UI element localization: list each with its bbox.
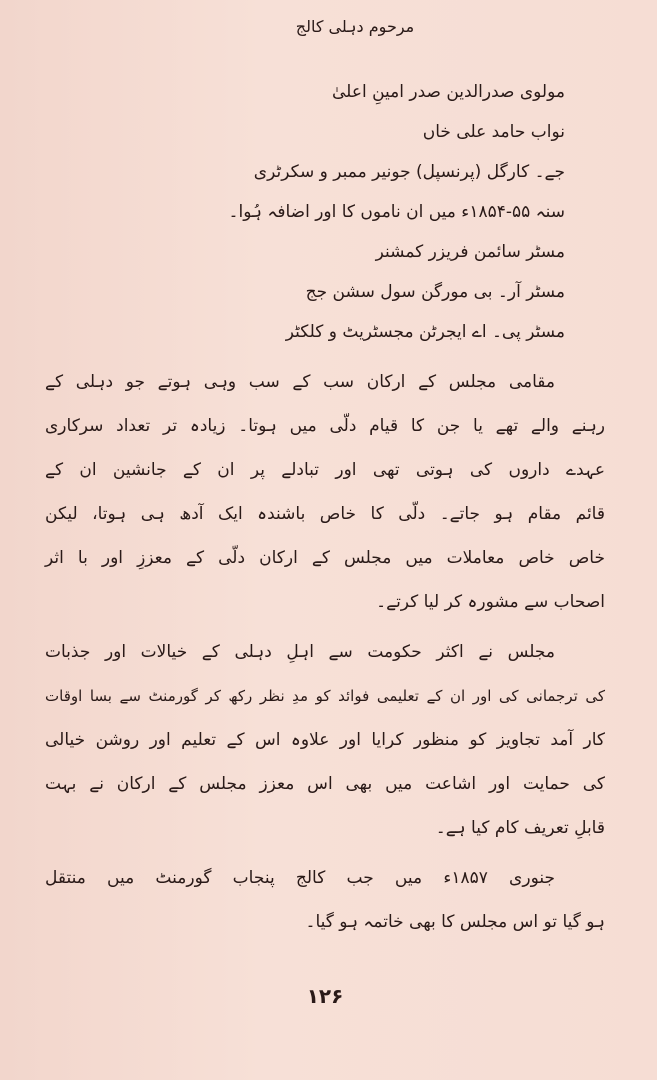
paragraph-line: کی حمایت اور اشاعت میں بھی اس معزز مجلس کے ارکان نے بہت [45,774,605,794]
paragraph-line: خاص خاص معاملات میں مجلس کے ارکان دلّی کے معززِ اور با اثر [45,548,605,568]
paragraph-line: کار آمد تجاویز کو منظور کرایا اور علاوہ اس کے تعلیم اور روشن خیالی [45,730,605,750]
page-number: ۱۲۶ [306,984,344,1008]
paragraph-line: عہدے داروں کی ہوتی تھی اور تبادلے پر ان کے جانشین ان کے [45,460,605,480]
paragraph-line: جنوری ۱۸۵۷ء میں جب کالج پنجاب گورمنٹ میں منتقل [45,868,555,888]
member-line: مسٹر سائمن فریزر کمشنر [375,242,565,262]
member-list [45,72,565,352]
member-line: سنہ ۵۵-۱۸۵۴ء میں ان ناموں کا اور اضافہ ہُوا۔ [228,202,565,222]
member-line: مسٹر آر۔ بی مورگن سول سشن جج [305,282,565,302]
paragraph-line: مقامی مجلس کے ارکان سب کے سب وہی ہوتے جو دہلی کے [45,372,555,392]
paragraph-line: کی ترجمانی کی اور ان کے تعلیمی فوائد کو مدِ نظر رکھ کر گورمنٹ سے بسا اوقات [45,687,605,705]
paragraph-line: رہنے والے تھے یا جن کا قیام دلّی میں ہوتا۔ زیادہ تر تعداد سرکاری [45,416,605,436]
paragraph-line: قائم مقام ہو جاتے۔ دلّی کا خاص باشندہ ایک آدھ ہی ہوتا، لیکن [45,504,605,524]
member-line: مسٹر پی۔ اے ایجرٹن مجسٹریٹ و کلکٹر [285,322,565,342]
paragraph [45,856,605,944]
paragraph-line: ہو گیا تو اس مجلس کا بھی خاتمہ ہو گیا۔ [305,912,605,932]
member-line: نواب حامد علی خاں [422,122,565,142]
member-line: مولوی صدرالدین صدر امینِ اعلیٰ [332,82,565,102]
paragraph [45,360,605,624]
running-title: مرحوم دہلی کالج [295,17,415,36]
paragraph-line: مجلس نے اکثر حکومت سے اہلِ دہلی کے خیالات اور جذبات [45,642,555,662]
paragraph [45,630,605,850]
paragraph-line: قابلِ تعریف کام کیا ہے۔ [435,818,605,838]
paragraph-line: اصحاب سے مشورہ کر لیا کرتے۔ [376,592,605,612]
member-line: جے۔ کارگل (پرنسپل) جونیر ممبر و سکرٹری [253,162,565,182]
